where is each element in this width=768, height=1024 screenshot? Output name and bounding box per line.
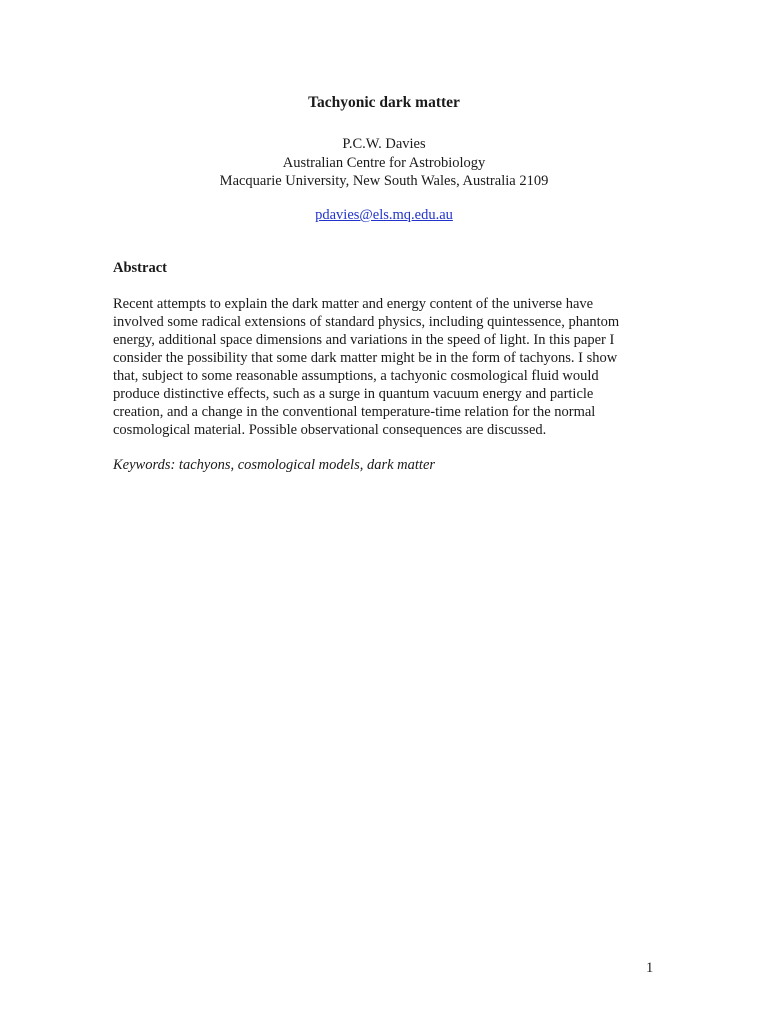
author-email-line [0,207,768,224]
abstract-line: consider the possibility that some dark matter might be in the form of tachyons. I show [113,350,618,366]
paper-title: Tachyonic dark matter [308,94,460,111]
abstract-line: Recent attempts to explain the dark matter and energy content of the universe have [113,296,594,312]
abstract-line: produce distinctive effects, such as a surge in quantum vacuum energy and particle [113,386,594,402]
abstract-line: that, subject to some reasonable assumptions, a tachyonic cosmological fluid would [113,368,599,384]
author-block [0,135,768,191]
page-number: 1 [646,960,654,976]
abstract-line: cosmological material. Possible observational consequences are discussed. [113,422,547,438]
abstract-line: creation, and a change in the conventional temperature-time relation for the normal [113,404,596,420]
author-name: P.C.W. Davies [342,136,426,152]
author-address: Macquarie University, New South Wales, Australia 2109 [219,173,549,189]
abstract-heading: Abstract [113,260,167,276]
author-email-link[interactable]: pdavies@els.mq.edu.au [315,207,453,223]
abstract-line: energy, additional space dimensions and variations in the speed of light. In this paper I [113,332,615,348]
abstract-body [113,295,653,439]
keywords: Keywords: tachyons, cosmological models, dark matter [113,457,436,473]
author-affiliation: Australian Centre for Astrobiology [282,154,486,171]
abstract-line: involved some radical extensions of standard physics, including quintessence, phantom [113,314,620,330]
